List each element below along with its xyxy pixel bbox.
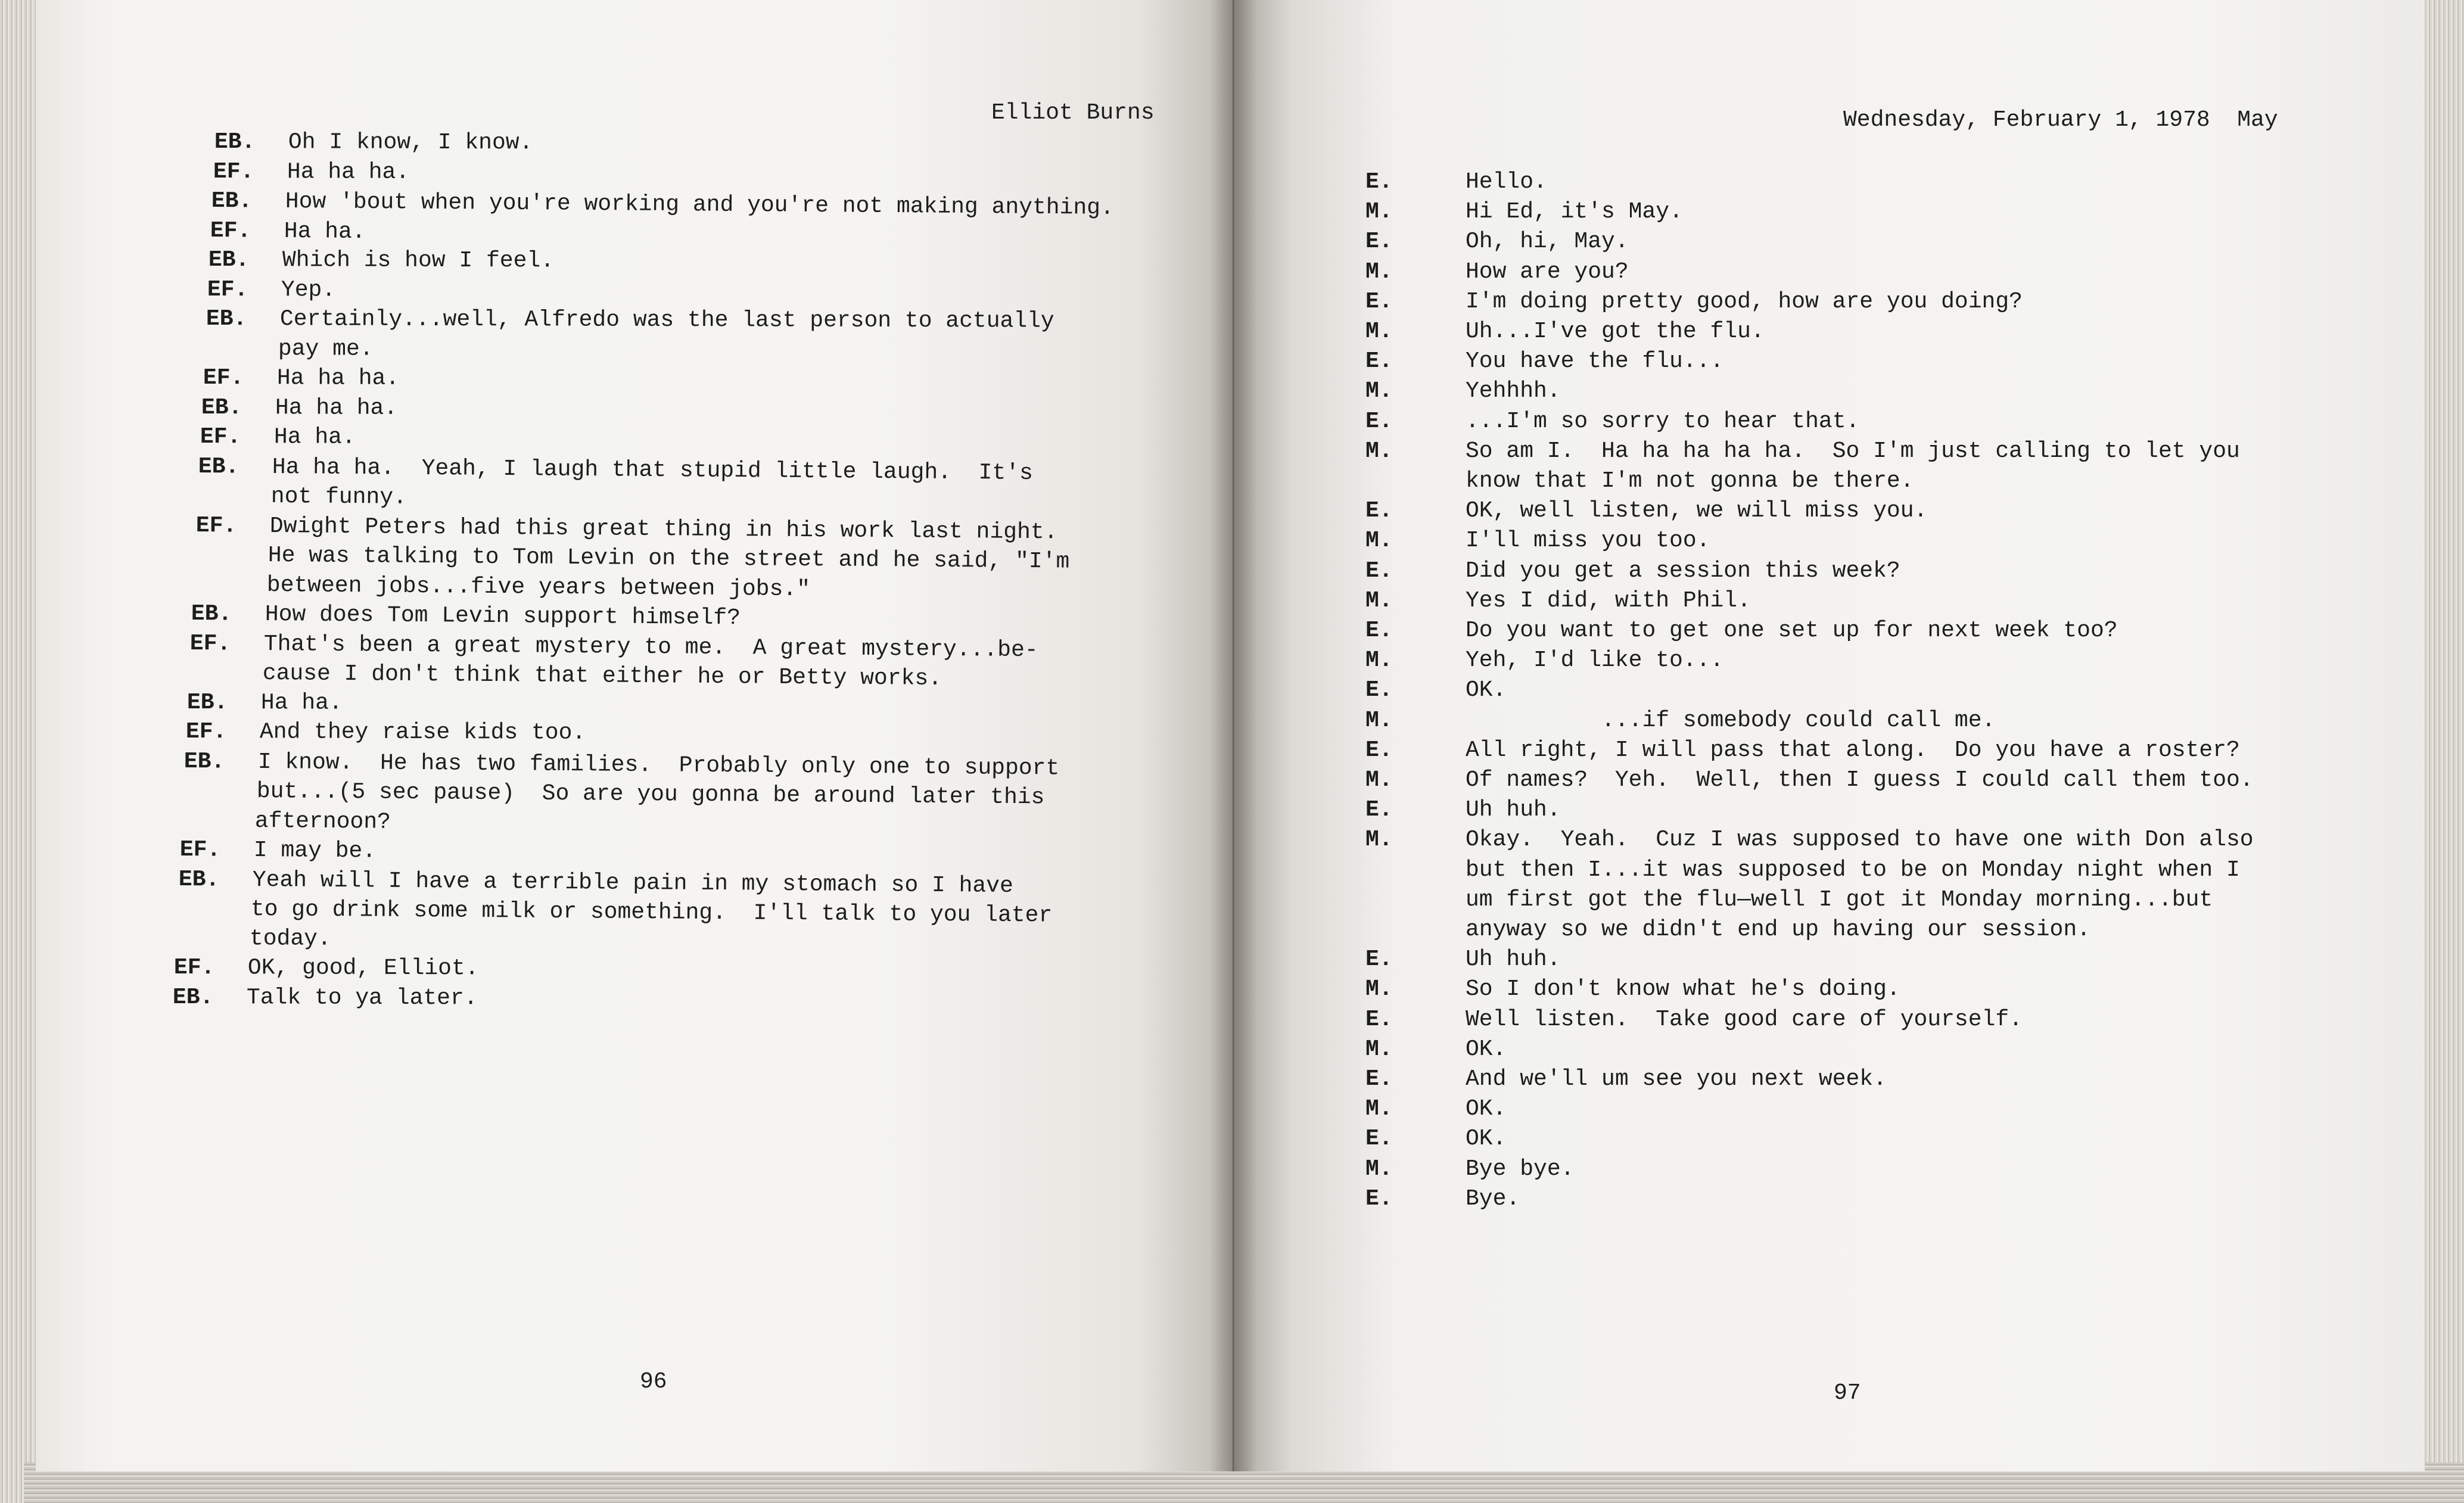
dialogue-text: Oh I know, I know.	[288, 129, 533, 156]
speaker-label: E.	[1365, 1185, 1393, 1212]
speaker-label: M.	[1365, 1156, 1393, 1182]
speaker-label: M.	[1365, 707, 1393, 733]
dialogue-text: Hi Ed, it's May.	[1466, 199, 1683, 225]
dialogue-text: Ha ha.	[273, 424, 356, 450]
speaker-label: M.	[1365, 1096, 1393, 1122]
dialogue-text: Yeh, I'd like to...	[1466, 648, 1724, 674]
dialogue-text: anyway so we didn't end up having our session.	[1466, 917, 2090, 942]
dialogue-text: Yeah will I have a terrible pain in my stomach so I have	[252, 867, 1013, 899]
dialogue-text: today.	[249, 925, 331, 952]
dialogue-text: Ha ha ha.	[276, 365, 399, 391]
speaker-label: E.	[1365, 618, 1393, 643]
dialogue-text: So am I. Ha ha ha ha ha. So I'm just calling to let you	[1466, 438, 2240, 464]
page-number: 97	[1834, 1380, 1861, 1406]
speaker-label: M.	[1365, 319, 1393, 344]
speaker-label: E.	[1365, 558, 1393, 584]
dialogue-text: Talk to ya later.	[246, 984, 478, 1011]
dialogue-text: I'll miss you too.	[1466, 528, 1710, 554]
dialogue-text: He was talking to Tom Levin on the street and he said, "I'm	[267, 542, 1070, 575]
dialogue-text: I may be.	[253, 837, 377, 864]
speaker-label: EF.	[195, 512, 237, 539]
dialogue-text: Ha ha ha.	[287, 158, 409, 185]
dialogue-text: Okay. Yeah. Cuz I was supposed to have one with Don also	[1466, 827, 2254, 853]
speaker-label: M.	[1365, 199, 1393, 225]
speaker-label: EF.	[210, 217, 251, 244]
speaker-label: E.	[1365, 737, 1393, 763]
speaker-label: EF.	[207, 276, 248, 303]
speaker-label: E.	[1365, 229, 1393, 255]
speaker-label: E.	[1365, 169, 1393, 195]
dialogue-text: OK.	[1466, 1126, 1507, 1152]
dialogue-text: OK, good, Elliot.	[248, 955, 480, 982]
dialogue-text: but...(5 sec pause) So are you gonna be around later this	[256, 778, 1045, 811]
dialogue-text: Yehhhh.	[1466, 378, 1561, 404]
speaker-label: M.	[1365, 528, 1393, 554]
speaker-label: EF.	[174, 955, 215, 981]
dialogue-text: but then I...it was supposed to be on Monday night when I	[1466, 857, 2240, 883]
speaker-label: EF.	[179, 837, 221, 863]
speaker-label: E.	[1365, 498, 1393, 524]
speaker-label: E.	[1365, 288, 1393, 315]
dialogue-text: to go drink some milk or something. I'll talk to you later	[250, 896, 1053, 929]
dialogue-text: How 'bout when you're working and you're not making anything.	[285, 188, 1115, 221]
dialogue-text: How does Tom Levin support himself?	[265, 601, 741, 631]
running-head: Wednesday, February 1, 1978 May	[1843, 107, 2278, 133]
dialogue-text: pay me.	[278, 335, 374, 362]
dialogue-text: Yes I did, with Phil.	[1466, 587, 1751, 614]
dialogue-text: Well listen. Take good care of yourself.	[1466, 1006, 2023, 1032]
dialogue-text: Ha ha ha.	[275, 394, 398, 421]
speaker-label: EB.	[191, 601, 232, 627]
running-head: Elliot Burns	[991, 100, 1155, 126]
speaker-label: E.	[1365, 1006, 1393, 1032]
transcript-right	[1233, 0, 2425, 1251]
dialogue-text: ...I'm so sorry to hear that.	[1466, 408, 1860, 434]
book-gutter	[1209, 0, 1257, 1471]
dialogue-text: OK.	[1466, 1036, 1507, 1062]
page-number: 96	[640, 1369, 667, 1395]
dialogue-text: between jobs...five years between jobs."	[266, 572, 810, 602]
speaker-label: M.	[1365, 827, 1393, 853]
dialogue-text: How are you?	[1466, 259, 1629, 285]
dialogue-text: And we'll um see you next week.	[1466, 1066, 1887, 1092]
transcript-left	[36, 0, 1233, 1072]
speaker-label: M.	[1365, 259, 1393, 285]
dialogue-text: cause I don't think that either he or Betty works.	[262, 660, 942, 692]
speaker-label: E.	[1365, 1066, 1393, 1092]
dialogue-text: Dwight Peters had this great thing in his work last night.	[269, 513, 1058, 545]
speaker-label: E.	[1365, 947, 1393, 973]
dialogue-text: I know. He has two families. Probably only one to support	[257, 749, 1060, 782]
dialogue-text: Hello.	[1466, 169, 1547, 195]
dialogue-text: Of names? Yeh. Well, then I guess I could call them too.	[1466, 767, 2254, 793]
speaker-label: E.	[1365, 348, 1393, 375]
dialogue-text: Uh huh.	[1466, 797, 1561, 823]
speaker-label: M.	[1365, 1036, 1393, 1062]
speaker-label: E.	[1365, 408, 1393, 434]
speaker-label: EB.	[214, 129, 256, 155]
speaker-label: M.	[1365, 976, 1393, 1003]
dialogue-text: afternoon?	[255, 808, 391, 835]
dialogue-text: Uh huh.	[1466, 947, 1561, 973]
dialogue-text: know that I'm not gonna be there.	[1466, 468, 1914, 494]
dialogue-text: Uh...I've got the flu.	[1466, 319, 1765, 344]
speaker-label: EB.	[209, 247, 250, 273]
speaker-label: EB.	[172, 984, 214, 1010]
dialogue-text: Did you get a session this week?	[1466, 558, 1900, 584]
speaker-label: EF.	[203, 365, 244, 391]
speaker-label: EB.	[206, 306, 247, 332]
speaker-label: EB.	[187, 689, 228, 715]
dialogue-text: Do you want to get one set up for next week too?	[1466, 618, 2118, 643]
dialogue-text: not funny.	[270, 483, 407, 511]
dialogue-text: Oh, hi, May.	[1466, 229, 1629, 255]
dialogue-text: And they raise kids too.	[259, 719, 586, 746]
dialogue-text: You have the flu...	[1466, 348, 1724, 375]
speaker-label: EB.	[183, 748, 225, 775]
speaker-label: M.	[1365, 378, 1393, 404]
dialogue-text: OK.	[1466, 1096, 1507, 1122]
dialogue-text: So I don't know what he's doing.	[1466, 976, 1900, 1003]
dialogue-text: um first got the flu—well I got it Monday morning...but	[1466, 886, 2213, 913]
speaker-label: EB.	[201, 394, 242, 421]
dialogue-text: Bye.	[1466, 1185, 1520, 1212]
dialogue-text: That's been a great mystery to me. A great mystery...be-	[263, 631, 1038, 663]
speaker-label: EF.	[185, 719, 227, 745]
speaker-label: E.	[1365, 677, 1393, 704]
speaker-label: EF.	[200, 424, 241, 450]
dialogue-text: ...if somebody could call me.	[1466, 707, 1996, 733]
dialogue-text: Ha ha ha. Yeah, I laugh that stupid little laugh. It's	[272, 454, 1034, 486]
speaker-label: EF.	[189, 630, 231, 657]
dialogue-text: OK, well listen, we will miss you.	[1466, 498, 1928, 524]
speaker-label: M.	[1365, 438, 1393, 464]
speaker-label: EB.	[198, 453, 239, 480]
speaker-label: M.	[1365, 767, 1393, 793]
speaker-label: EB.	[178, 866, 220, 893]
speaker-label: EF.	[213, 158, 254, 185]
dialogue-text: OK.	[1466, 677, 1507, 704]
speaker-label: M.	[1365, 648, 1393, 674]
dialogue-text: Ha ha.	[284, 218, 366, 245]
dialogue-text: Ha ha.	[261, 689, 343, 716]
speaker-label: E.	[1365, 1126, 1393, 1152]
speaker-label: E.	[1365, 797, 1393, 823]
dialogue-text: Bye bye.	[1466, 1156, 1575, 1182]
dialogue-text: Which is how I feel.	[282, 247, 555, 274]
speaker-label: EB.	[211, 188, 253, 214]
left-page	[36, 0, 1233, 1471]
right-page	[1233, 0, 2425, 1471]
page-edges-right	[2422, 0, 2464, 1503]
dialogue-text: All right, I will pass that along. Do you have a roster?	[1466, 737, 2240, 763]
dialogue-text: Yep.	[281, 276, 336, 303]
dialogue-text: I'm doing pretty good, how are you doing?	[1466, 288, 2023, 315]
speaker-label: M.	[1365, 587, 1393, 614]
dialogue-text: Certainly...well, Alfredo was the last person to actually	[279, 306, 1054, 334]
